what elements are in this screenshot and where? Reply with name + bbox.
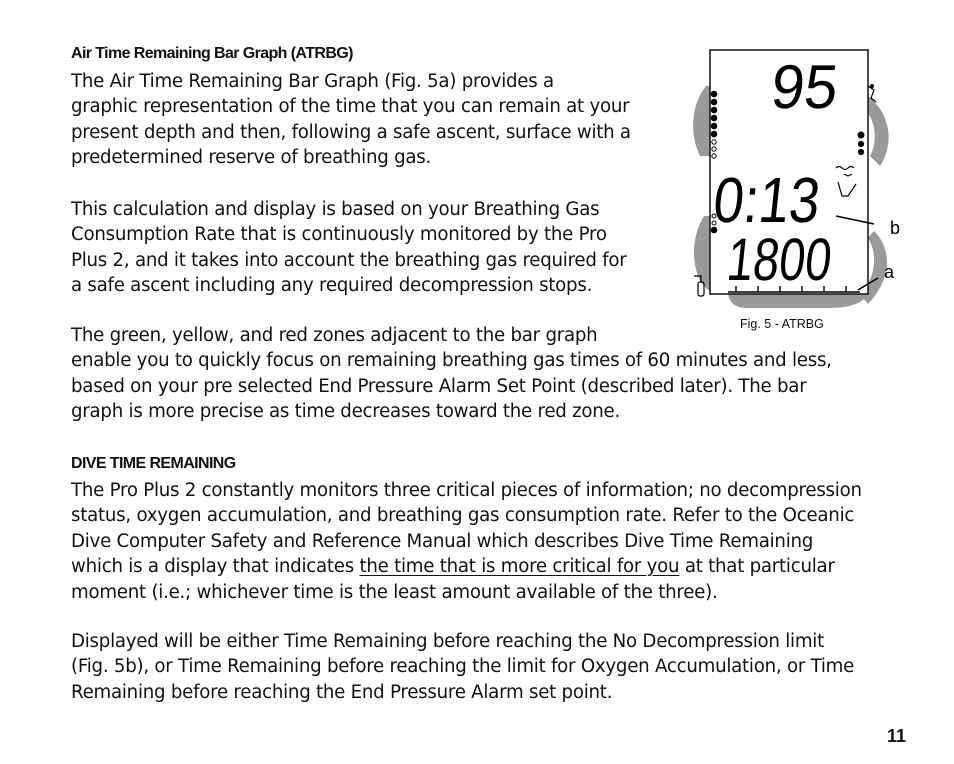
text-line: present depth and then, following a safe ascent, surface with a	[71, 121, 631, 143]
bar-graph-segments-upper	[711, 91, 717, 158]
text-line: enable you to quickly focus on remaining breathing gas times of 60 minutes and less,	[71, 350, 832, 372]
figure-caption: Fig. 5 - ATRBG	[740, 317, 824, 331]
dive-computer-display-figure	[688, 46, 918, 336]
underlined-emphasis: the time that is more critical for you	[359, 556, 680, 578]
dive-time-readout: 0:13	[710, 164, 843, 236]
text-line: graphic representation of the time that you can remain at your	[71, 96, 630, 118]
bezel-left-bottom	[694, 216, 710, 291]
text-line: This calculation and display is based on your Breathing Gas	[71, 199, 600, 220]
callout-label-a: a	[884, 262, 895, 282]
text-line: The Air Time Remaining Bar Graph (Fig. 5a) provides a	[71, 71, 554, 92]
bezel-bottom	[728, 294, 868, 308]
dive-time-paragraph-2	[71, 629, 854, 705]
text-line: Dive Computer Safety and Reference Manual which describes Dive Time Remaining	[71, 530, 814, 552]
text-line: (Fig. 5b), or Time Remaining before reaching the limit for Oxygen Accumulation, or Time	[71, 656, 855, 678]
text-line: Displayed will be either Time Remaining before reaching the No Decompression limit	[71, 631, 824, 652]
section-heading-dive-time-remaining: DIVE TIME REMAINING	[71, 455, 236, 472]
atrbg-paragraph-1	[71, 69, 631, 171]
right-indicator-dots	[858, 132, 864, 155]
text-line: Remaining before reaching the End Pressure Alarm set point.	[71, 681, 613, 703]
text-line: The Pro Plus 2 constantly monitors three critical pieces of information; no decompression	[71, 480, 862, 501]
text-line: moment (i.e.; whichever time is the least amount available of the three).	[71, 581, 718, 603]
atrbg-paragraph-2	[71, 197, 626, 299]
text-line: based on your pre selected End Pressure Alarm Set Point (described later). The bar	[71, 375, 807, 397]
callout-label-b: b	[890, 218, 901, 238]
text-line: Consumption Rate that is continuously monitored by the Pro	[71, 224, 607, 246]
section-heading-atrbg: Air Time Remaining Bar Graph (ATRBG)	[71, 45, 353, 62]
text-line	[71, 554, 862, 579]
bar-graph-segments-middle	[711, 214, 717, 233]
text-line: Plus 2, and it takes into account the breathing gas required for	[71, 249, 627, 271]
depth-readout: 95	[768, 53, 845, 122]
text-line: status, oxygen accumulation, and breathing gas consumption rate. Refer to the Oceanic	[71, 505, 855, 527]
dive-time-paragraph-1	[71, 478, 862, 605]
pressure-readout: 1800	[724, 226, 865, 293]
text-line: graph is more precise as time decreases toward the red zone.	[71, 401, 621, 423]
text-fragment: which is a display that indicates	[71, 556, 360, 578]
page-number: 11	[886, 726, 906, 746]
bezel-left-top	[693, 86, 710, 156]
text-line: a safe ascent including any required decompression stops.	[71, 275, 593, 297]
atrbg-paragraph-3	[71, 323, 832, 425]
text-line: The green, yellow, and red zones adjacent to the bar graph	[71, 325, 598, 346]
text-fragment: at that particular	[679, 556, 835, 578]
text-line: predetermined reserve of breathing gas.	[71, 147, 432, 169]
